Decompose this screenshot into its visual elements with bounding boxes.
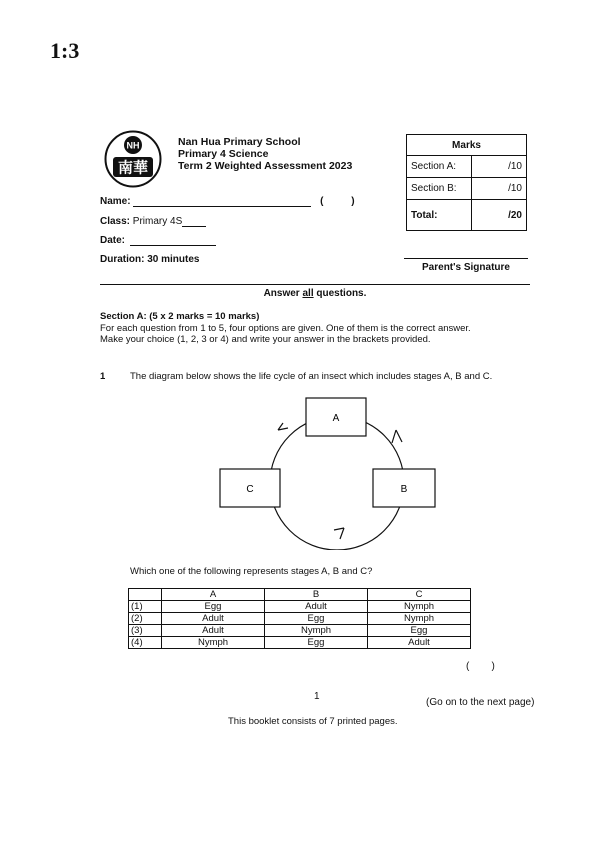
section-a-line2: Make your choice (1, 2, 3 or 4) and write your answer in the brackets provided. (100, 334, 431, 345)
section-b-score[interactable]: /10 (472, 178, 527, 200)
question-text: The diagram below shows the life cycle of an insect which includes stages A, B and C. (130, 371, 493, 382)
marks-title: Marks (407, 135, 527, 156)
option-cell: Egg (265, 613, 368, 625)
answer-all-emphasis: all (302, 288, 314, 299)
name-label: Name: (100, 196, 131, 207)
date-field (100, 235, 216, 246)
stage-b-label: B (400, 484, 408, 495)
option-cell: Egg (162, 601, 265, 613)
duration-field (100, 254, 199, 265)
table-row (129, 601, 471, 613)
section-a-instructions (100, 311, 471, 346)
table-row (407, 156, 527, 178)
stage-c-label: C (246, 484, 254, 495)
option-cell: Nymph (162, 637, 265, 649)
table-header-row (129, 589, 471, 601)
options-table (128, 588, 471, 649)
arrow-b-to-c (334, 528, 344, 539)
logo-initials: NH (126, 140, 140, 151)
arrow-a-to-b (392, 430, 402, 443)
date-label: Date: (100, 235, 126, 246)
option-cell: Nymph (368, 613, 471, 625)
option-cell: Nymph (368, 601, 471, 613)
stage-a-label: A (332, 413, 340, 424)
option-cell: Adult (368, 637, 471, 649)
option-cell: Egg (368, 625, 471, 637)
name-input-line[interactable] (133, 206, 311, 207)
option-number: (2) (129, 613, 162, 625)
page-number: 1 (314, 691, 320, 702)
school-logo (104, 130, 162, 188)
subject: Primary 4 Science (178, 148, 269, 160)
total-score[interactable]: /20 (472, 200, 527, 231)
parent-signature-label: Parent's Signature (422, 262, 510, 273)
table-row (129, 613, 471, 625)
table-row (407, 200, 527, 231)
school-info (178, 136, 352, 172)
marks-table (406, 134, 527, 231)
option-cell: Nymph (265, 625, 368, 637)
total-label: Total: (407, 200, 472, 231)
header-a: A (162, 589, 265, 601)
page-label: 1:3 (50, 38, 80, 63)
answer-all-instruction (100, 288, 530, 299)
answer-bracket[interactable]: ( ) (466, 661, 495, 672)
duration-label: Duration: (100, 254, 145, 265)
option-number: (1) (129, 601, 162, 613)
section-a-label: Section A: (407, 156, 472, 178)
option-cell: Adult (162, 613, 265, 625)
header-b: B (265, 589, 368, 601)
section-a-heading: Section A: (5 x 2 marks = 10 marks) (100, 311, 260, 322)
life-cycle-diagram (210, 390, 450, 550)
class-label: Class: (100, 216, 131, 227)
answer-all-prefix: Answer (263, 288, 303, 299)
table-row (407, 178, 527, 200)
table-row (129, 637, 471, 649)
section-a-score[interactable]: /10 (472, 156, 527, 178)
question-number: 1 (100, 371, 106, 382)
date-input-line[interactable] (130, 245, 216, 246)
option-cell: Adult (265, 601, 368, 613)
class-input-line[interactable] (182, 226, 206, 227)
assessment-title: Term 2 Weighted Assessment 2023 (178, 160, 353, 172)
name-field (100, 196, 355, 207)
section-b-label: Section B: (407, 178, 472, 200)
option-number: (4) (129, 637, 162, 649)
header-blank (129, 589, 162, 601)
answer-all-suffix: questions. (313, 288, 367, 299)
table-row (129, 625, 471, 637)
register-number-bracket[interactable]: ( ) (320, 196, 355, 207)
booklet-note: This booklet consists of 7 printed pages. (228, 716, 398, 727)
class-field (100, 216, 206, 227)
go-on-note: (Go on to the next page) (426, 697, 535, 708)
option-number: (3) (129, 625, 162, 637)
divider (100, 284, 530, 285)
logo-chinese: 南華 (117, 158, 149, 177)
question-prompt: Which one of the following represents stages A, B and C? (130, 566, 373, 577)
school-name: Nan Hua Primary School (178, 136, 301, 148)
section-a-line1: For each question from 1 to 5, four options are given. One of them is the correct answer. (100, 322, 471, 334)
option-cell: Egg (265, 637, 368, 649)
parent-signature-line[interactable] (404, 258, 528, 259)
duration-value: 30 minutes (147, 254, 200, 265)
option-cell: Adult (162, 625, 265, 637)
class-value: Primary 4S (132, 216, 183, 227)
arrow-c-to-a (278, 423, 288, 430)
header-c: C (368, 589, 471, 601)
